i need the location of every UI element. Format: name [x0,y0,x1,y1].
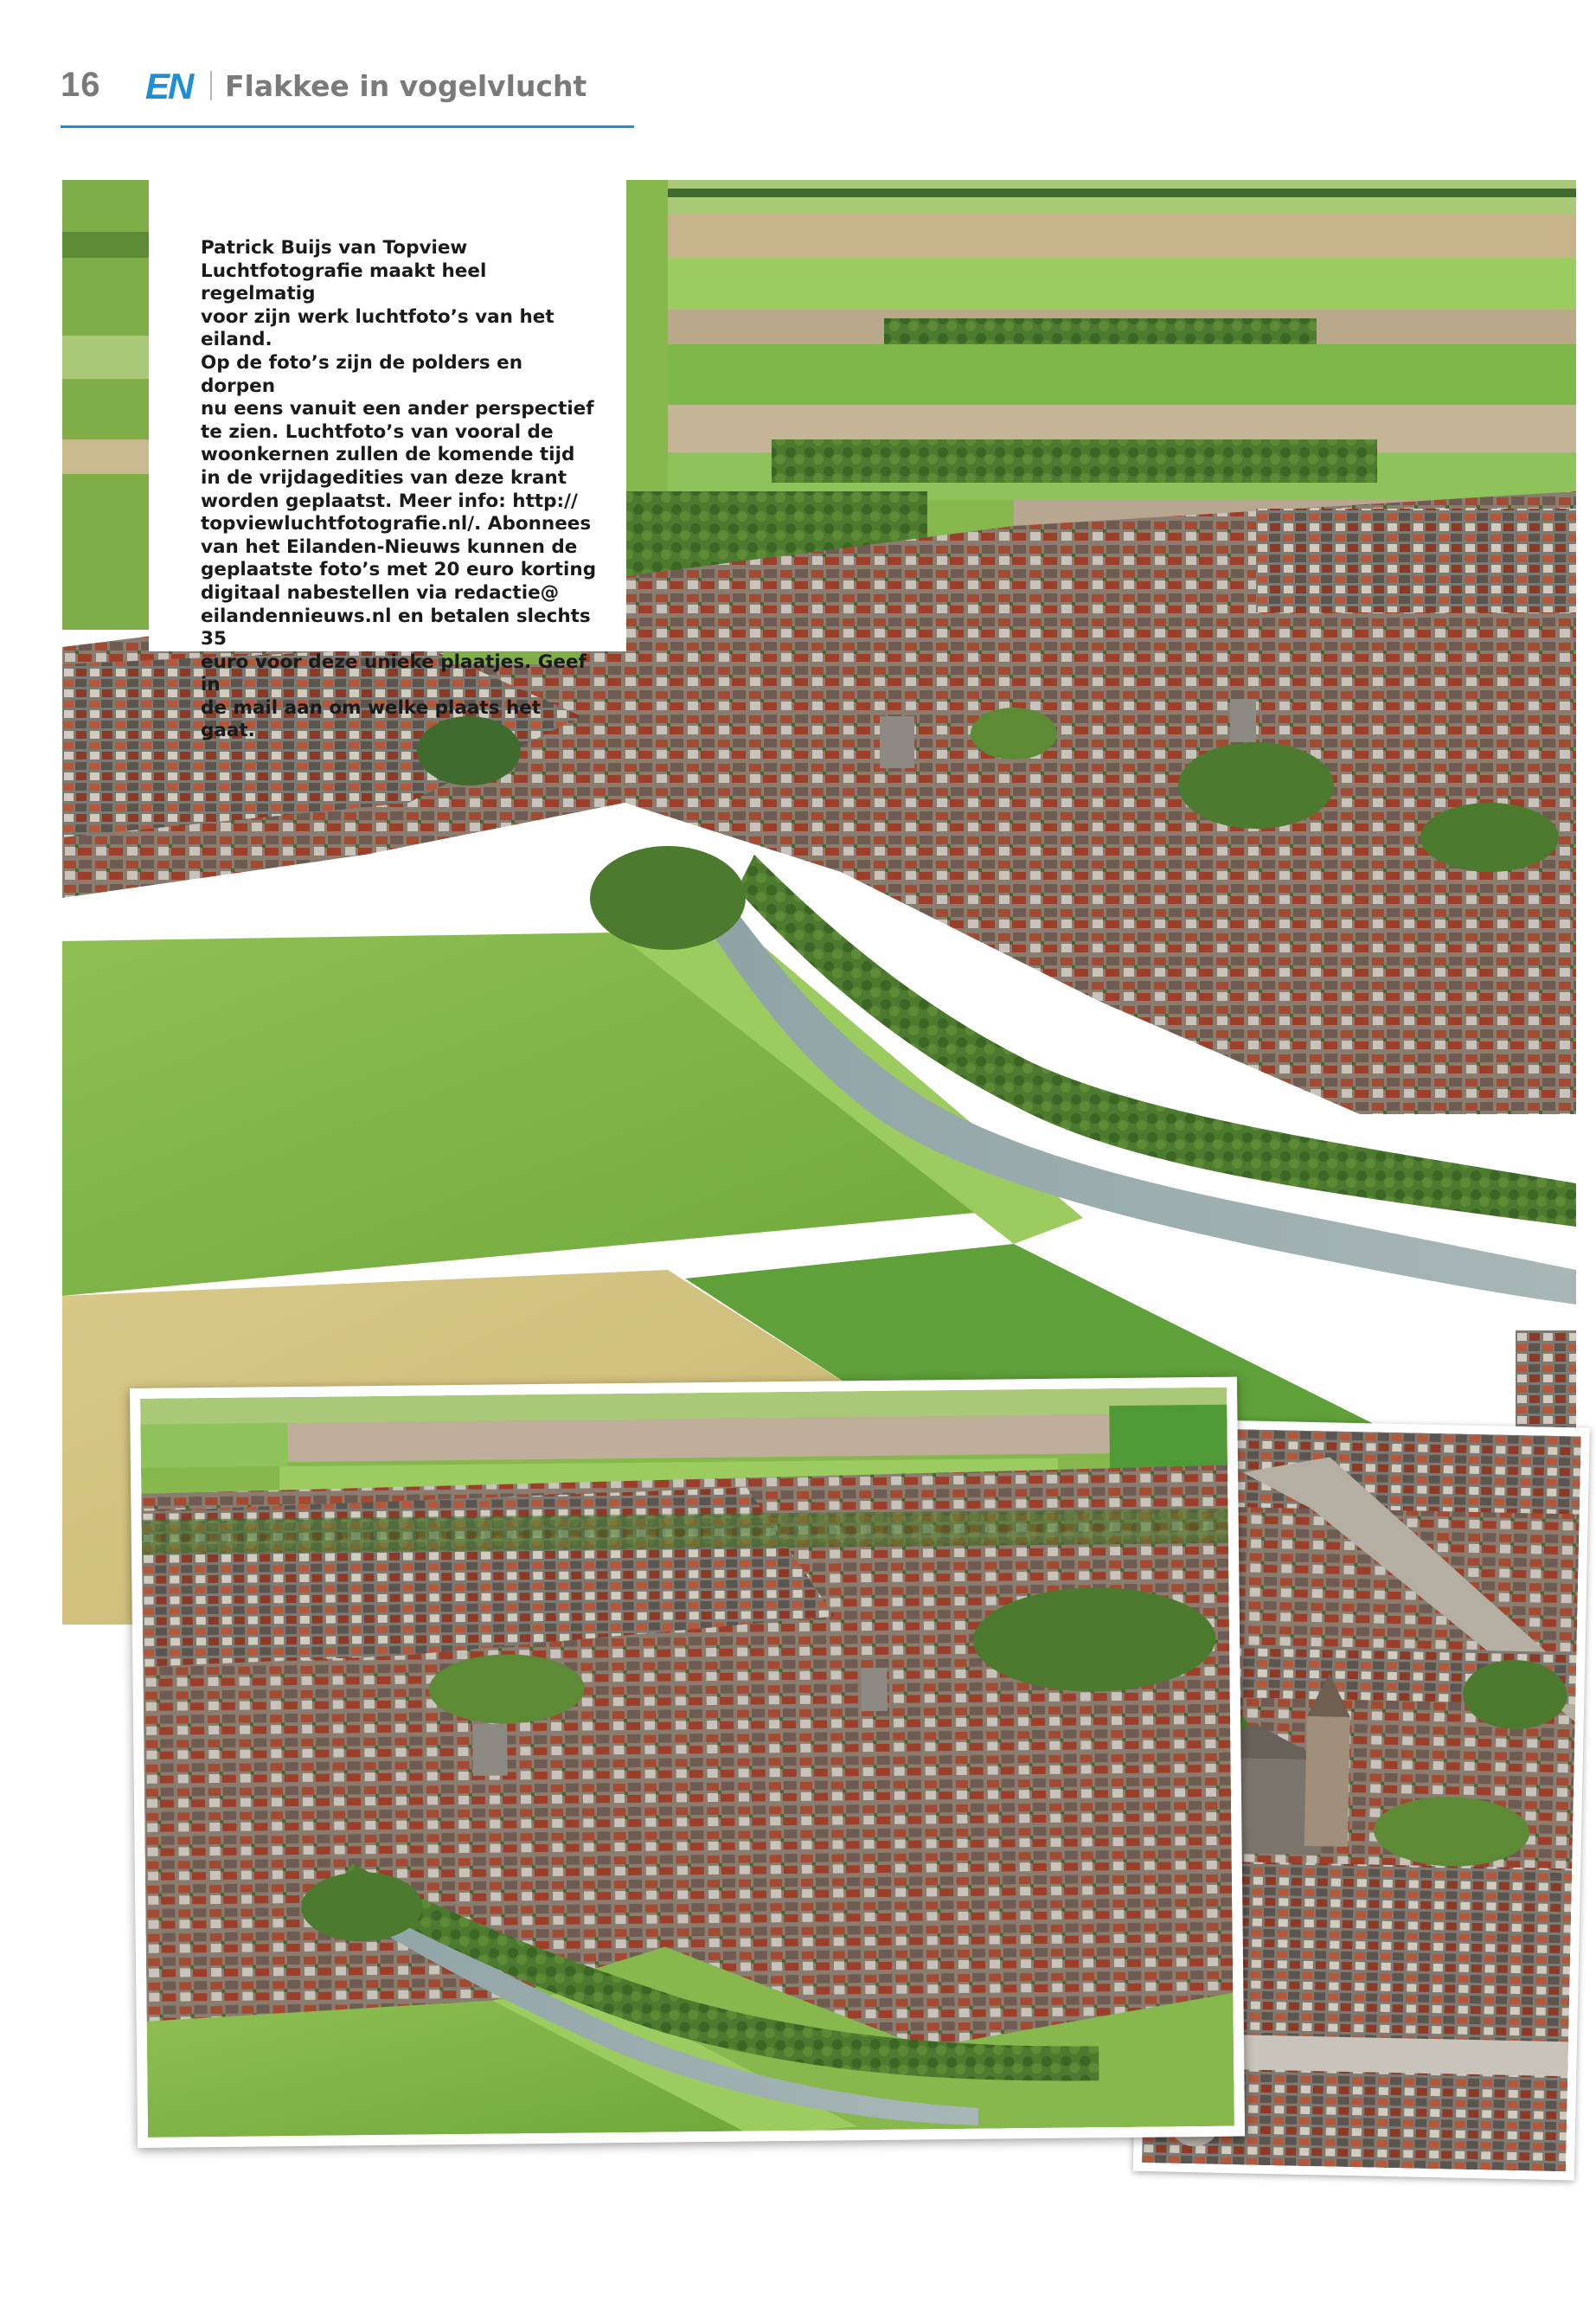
section-title: Flakkee in vogelvlucht [225,69,587,103]
header-separator [210,71,212,100]
en-logo: EN [145,66,193,106]
caption-text: Patrick Buijs van Topview Luchtfotografie maakt heel regelmatig voor zijn werk luchtfoto’s van het eiland. Op de foto’s zijn de polders en dorpen nu eens vanuit een ander perspectief te zien. Luchtfoto’s van vooral de woonkernen zullen de komende tijd in de vrijdagedities van deze krant worden geplaatst. Meer info: http:// topviewluchtfotografie.nl/. Abonnees van het Eilanden-Nieuws kunnen de geplaatste foto’s met 20 euro korting digitaal nabestellen via redactie@ eilandennieuws.nl en betalen slechts 35 euro voor deze unieke plaatjes. Geef in de mail aan om welke plaats het gaat. [201,237,597,742]
caption-box [149,180,626,742]
aerial-photo-inset-left [130,1377,1245,2148]
page-header [61,61,636,112]
page-number: 16 [61,66,101,104]
header-rule [61,125,634,128]
